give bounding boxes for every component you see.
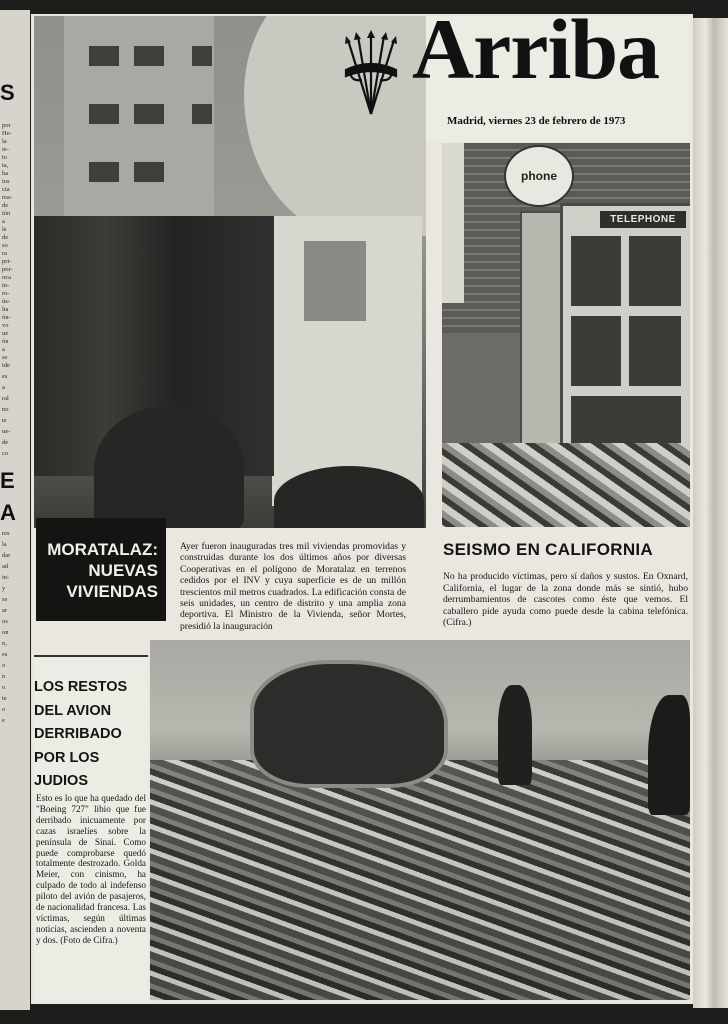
adjacent-page-fragment: os [2, 618, 8, 625]
adjacent-page-edge [0, 10, 30, 1010]
adjacent-page-fragment: se [2, 354, 8, 361]
article-body-avion: Esto es lo que ha quedado del "Boeing 727" libio que fue derribado inicuamente por cazas israelíes sobre la península de Sinaí. Como puede comprobarse quedó totalmente destrozado. Golda Meier, con cinismo, ha culpado de todo al indefenso piloto del avión de pasajeros, de nacionalidad francesa. Las víctimas, según últimas noticias, ascienden a noventa y dos. (Foto de Cifra.) [36, 793, 146, 945]
headline-line: DERRIBADO [34, 726, 122, 742]
adjacent-page-fragment: ha [2, 170, 9, 177]
adjacent-page-fragment: dar [2, 552, 11, 559]
newspaper-title: Arriba [412, 1, 660, 97]
adjacent-page-fragment: res [2, 530, 10, 537]
adjacent-page-fragment: so [2, 242, 8, 249]
adjacent-page-fragment: ús- [2, 298, 10, 305]
adjacent-page-fragment: y [2, 585, 6, 592]
adjacent-page-fragment: ide [2, 362, 10, 369]
adjacent-page-fragment: te [2, 695, 7, 702]
headline-moratalaz [36, 518, 166, 621]
page-edge-right [693, 18, 728, 1008]
adjacent-page-fragment: de [2, 234, 9, 241]
adjacent-page-fragment: ios [2, 178, 10, 185]
adjacent-page-fragment: ro- [2, 290, 10, 297]
rubble [442, 443, 690, 527]
headline-seismo: SEISMO EN CALIFORNIA [443, 540, 654, 559]
adjacent-page-fragment: ue- [2, 428, 11, 435]
adjacent-page-fragment: ue [2, 330, 9, 337]
adjacent-page-fragment: to [2, 154, 8, 161]
adjacent-page-fragment: e [2, 717, 5, 724]
adjacent-page-fragment: la [2, 138, 7, 145]
adjacent-page-fragment: co [2, 450, 9, 457]
adjacent-page-fragment: n, [2, 640, 7, 647]
adjacent-page-fragment: a [2, 346, 5, 353]
adjacent-page-fragment: de [2, 202, 9, 209]
adjacent-page-fragment: oca [2, 274, 12, 281]
adjacent-page-letter: E [0, 468, 15, 493]
adjacent-page-fragment: se [2, 596, 8, 603]
adjacent-page-fragment: o [2, 662, 6, 669]
adjacent-page-fragment: n [2, 673, 6, 680]
adjacent-page-fragment: es [2, 373, 8, 380]
adjacent-page-fragment: on [2, 629, 9, 636]
soldier-figure [648, 695, 690, 815]
adjacent-page-fragment: lta [2, 306, 9, 313]
adjacent-page-fragment: ta, [2, 162, 9, 169]
adjacent-page-fragment: a [2, 218, 5, 225]
adjacent-page-fragment: por- [2, 266, 13, 273]
article-body-moratalaz: Ayer fueron inauguradas tres mil viviendas promovidas y construidas durante los dos últimos años por diversas Cooperativas en el polígono de Moratalaz en terrenos cedidos por el INV y cuya superficie es de un millón trescientos mil metros cuadrados. La edificación consta de seis unidades, un centro de distrito y una amplia zona deportiva. El Ministro de la Vivienda, señor Mortes, presidió la inauguración [180, 541, 406, 632]
article-body-seismo: No ha producido víctimas, pero sí daños y sustos. En Oxnard, California, el lugar de la zona donde más se sintió, hubo derrumbamientos de cascotes como éste que vemos. El caballero pide ayuda como puede desde la cabina telefónica. (Cifra.) [443, 571, 688, 629]
headline-line: POR LOS JUDIOS [34, 749, 100, 789]
photo-plane-wreckage [150, 640, 690, 1000]
adjacent-page-letter: A [0, 500, 16, 525]
adjacent-page-fragment: no [2, 406, 9, 413]
adjacent-page-fragment: ad [2, 563, 9, 570]
adjacent-page-fragment: pri- [2, 258, 12, 265]
yoke-and-arrows-emblem [340, 30, 402, 120]
headline-avion [34, 676, 148, 794]
adjacent-page-fragment: de [2, 439, 9, 446]
adjacent-page-fragment: ón [2, 338, 9, 345]
adjacent-page-fragment: ar [2, 607, 8, 614]
headline-line: DEL AVION [34, 702, 112, 719]
adjacent-page-fragment: He- [2, 130, 12, 137]
adjacent-page-fragment: la [2, 541, 7, 548]
adjacent-page-fragment: o [2, 706, 6, 713]
adjacent-page-fragment: ón- [2, 314, 11, 321]
telephone-sign: TELEPHONE [600, 211, 686, 228]
adjacent-page-fragment: te [2, 417, 7, 424]
adjacent-page-fragment: a [2, 384, 5, 391]
photo-earthquake-phone-booth [442, 143, 690, 527]
adjacent-page-fragment: por [2, 122, 11, 129]
adjacent-page-fragment: ie- [2, 146, 9, 153]
headline-line: VIVIENDAS [66, 582, 158, 601]
adjacent-page-letter: S [0, 80, 15, 105]
dateline: Madrid, viernes 23 de febrero de 1973 [447, 115, 626, 127]
adjacent-page-fragment: ión [2, 210, 11, 217]
headline-line: NUEVAS [88, 561, 158, 580]
commemorative-plaque [304, 241, 366, 321]
soldier-figure [498, 685, 532, 785]
wreckage-debris [150, 760, 690, 1000]
adjacent-page-fragment: le [2, 226, 7, 233]
adjacent-page-fragment: vo [2, 322, 9, 329]
adjacent-page-fragment: ra [2, 250, 8, 257]
adjacent-page-fragment: es [2, 651, 8, 658]
headline-line: LOS RESTOS [34, 679, 128, 695]
plane-fuselage [250, 660, 448, 788]
adjacent-page-fragment: ral [2, 395, 9, 402]
adjacent-page-fragment: o [2, 684, 6, 691]
phone-sign: phone [504, 145, 574, 207]
adjacent-page-fragment: in- [2, 574, 10, 581]
adjacent-page-fragment: in- [2, 282, 10, 289]
headline-line: MORATALAZ: [47, 540, 158, 559]
adjacent-page-fragment: rea- [2, 194, 13, 201]
adjacent-page-fragment: cia [2, 186, 10, 193]
